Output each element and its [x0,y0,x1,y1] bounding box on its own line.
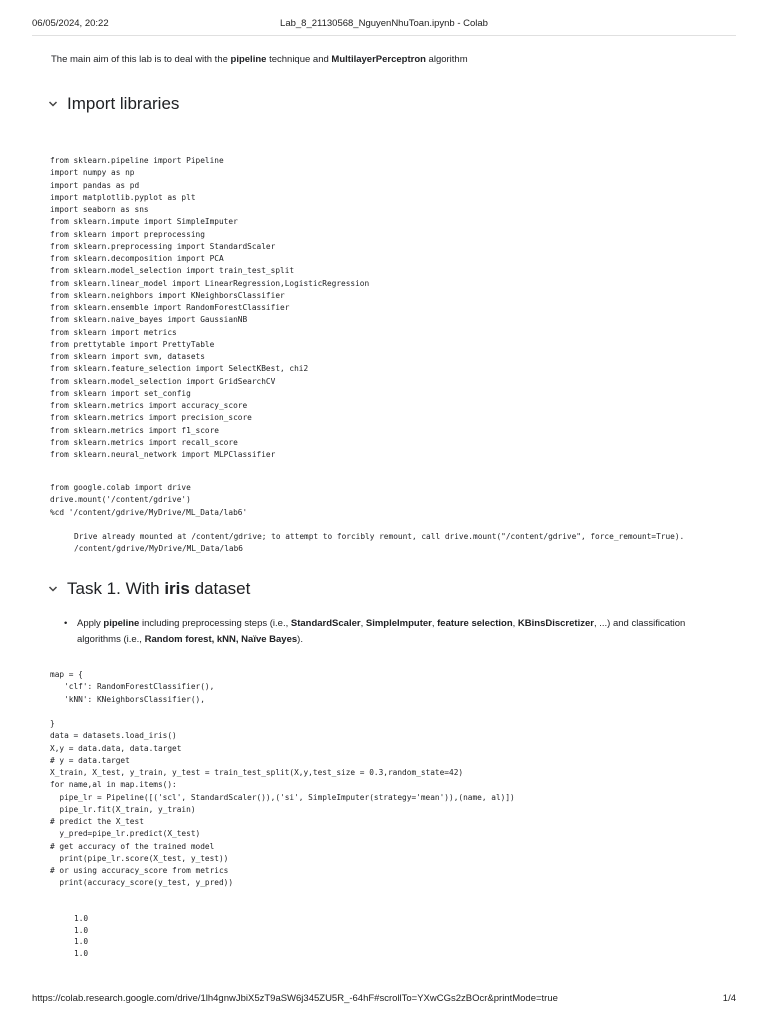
print-header [32,18,736,32]
code-cell-task1[interactable] [50,669,515,890]
code-line: X,y = data.data, data.target [50,743,182,753]
code-line: from sklearn import svm, datasets [50,352,205,361]
code-cell-imports[interactable] [50,155,369,461]
section-title-suffix: dataset [189,579,251,598]
intro-bold-mlp: MultilayerPerceptron [331,54,426,65]
page-url: https://colab.research.google.com/drive/1lh4gnwJbiX5zT9aSW6j345ZU5R_-64hF#scrollTo=YXwCGs2zBOcr&printMode=true [32,993,558,1004]
code-line: from sklearn.ensemble import RandomForestClassifier [50,303,290,312]
code-line: /content/gdrive/MyDrive/ML_Data/lab6 [74,543,243,553]
section-title-bold: iris [164,579,190,598]
code-line: from sklearn.metrics import f1_score [50,425,219,435]
code-line: 'clf': RandomForestClassifier(), [50,682,215,692]
code-line: from prettytable import PrettyTable [50,339,215,349]
code-line: from sklearn.feature_selection import SelectKBest, chi2 [50,364,309,374]
page-number: 1/4 [722,993,736,1004]
code-line: from sklearn import preprocessing [50,229,205,239]
bullet-text-part: ). [297,634,303,645]
bullet-text-part: Apply [77,618,104,629]
intro-text-cell [51,54,468,65]
code-line: import pandas as pd [50,180,140,190]
code-line: X_train, X_test, y_train, y_test = train_test_split(X,y,test_size = 0.3,random_state=42) [50,768,464,777]
chevron-down-icon[interactable] [46,582,60,596]
code-line: from sklearn import metrics [50,327,177,337]
bullet-bold: Random forest, kNN, Naïve Bayes [144,634,298,645]
output-task1 [74,913,88,959]
section-title-prefix: Task 1. With [67,579,165,598]
code-line: import seaborn as sns [50,205,149,214]
code-line: # get accuracy of the trained model [50,841,215,851]
code-line: # predict the X_test [50,817,144,826]
code-line: from google.colab import drive [50,483,191,492]
code-line: import numpy as np [50,168,135,178]
bullet-text-part: , [360,618,366,629]
bullet-bold: KBinsDiscretizer [517,618,594,629]
code-line: from sklearn.model_selection import GridSearchCV [50,376,276,386]
bullet-text-part: , ...) and classification algorithms (i.e., [77,618,686,645]
bullet-text-part: including preprocessing steps (i.e., [139,618,291,629]
code-line: from sklearn.metrics import accuracy_score [50,401,248,410]
code-line: from sklearn.metrics import precision_score [50,413,252,423]
code-line: 'kNN': KNeighborsClassifier(), [50,694,205,704]
code-line: from sklearn.neighbors import KNeighborsClassifier [50,290,285,300]
code-line: from sklearn.impute import SimpleImputer [50,217,238,227]
task-bullet-text [77,616,697,648]
code-line: y_pred=pipe_lr.predict(X_test) [50,829,201,839]
output-drive-mount [74,531,684,554]
code-line: 1.0 [74,914,89,923]
intro-text-part: algorithm [425,54,468,65]
header-divider [32,35,736,36]
code-line: import matplotlib.pyplot as plt [50,192,196,202]
code-line: Drive already mounted at /content/gdrive; to attempt to forcibly remount, call drive.mount("/content/gdrive", force_remount=True). [74,532,685,541]
print-datetime: 06/05/2024, 20:22 [32,18,109,29]
intro-bold-pipeline: pipeline [230,54,267,65]
code-line: from sklearn.preprocessing import StandardScaler [50,241,276,251]
code-line: data = datasets.load_iris() [50,731,177,741]
bullet-bold: pipeline [103,618,140,629]
code-line: } [50,719,55,728]
intro-text-part: technique and [266,54,332,65]
code-line: # or using accuracy_score from metrics [50,866,229,875]
section-import-libraries[interactable] [46,93,179,115]
print-page-title: Lab_8_21130568_NguyenNhuToan.ipynb - Colab [280,18,488,29]
bullet-text-part: , [512,618,518,629]
code-line: pipe_lr.fit(X_train, y_train) [50,804,196,814]
section-title: Import libraries [67,94,180,113]
code-line: from sklearn.model_selection import train_test_split [50,266,295,276]
code-line: print(pipe_lr.score(X_test, y_test)) [50,853,229,863]
chevron-down-icon[interactable] [46,97,60,111]
section-task1[interactable] [46,578,250,600]
code-line: # y = data.target [50,755,130,765]
code-line: %cd '/content/gdrive/MyDrive/ML_Data/lab6' [50,507,248,517]
code-line: print(accuracy_score(y_test, y_pred)) [50,878,234,888]
code-line: from sklearn.metrics import recall_score [50,437,238,447]
code-line: from sklearn.pipeline import Pipeline [50,156,224,165]
code-line: pipe_lr = Pipeline([('scl', StandardScaler()),('si', SimpleImputer(strategy='mean')),(name, al)]) [50,792,515,802]
code-line: from sklearn.decomposition import PCA [50,254,224,263]
code-line: from sklearn.neural_network import MLPClassifier [50,450,276,459]
code-line: for name,al in map.items(): [50,780,177,790]
intro-text-part: The main aim of this lab is to deal with the [51,54,231,65]
code-line: drive.mount('/content/gdrive') [50,495,191,505]
code-line: 1.0 [74,937,89,946]
bullet-bold: SimpleImputer [365,618,432,629]
bullet-dot: • [64,618,68,629]
code-line: from sklearn.linear_model import LinearRegression,LogisticRegression [50,278,370,288]
bullet-bold: feature selection [437,618,513,629]
code-cell-drive-mount[interactable] [50,482,247,519]
bullet-text-part: , [431,618,438,629]
code-line [50,706,515,718]
code-line: 1.0 [74,948,89,958]
code-line: from sklearn.naive_bayes import GaussianNB [50,315,248,325]
code-line: 1.0 [74,925,89,935]
code-line: map = { [50,670,83,679]
bullet-bold: StandardScaler [290,618,361,629]
print-footer [32,993,736,1007]
section-title [67,579,250,599]
code-line: from sklearn import set_config [50,388,191,398]
